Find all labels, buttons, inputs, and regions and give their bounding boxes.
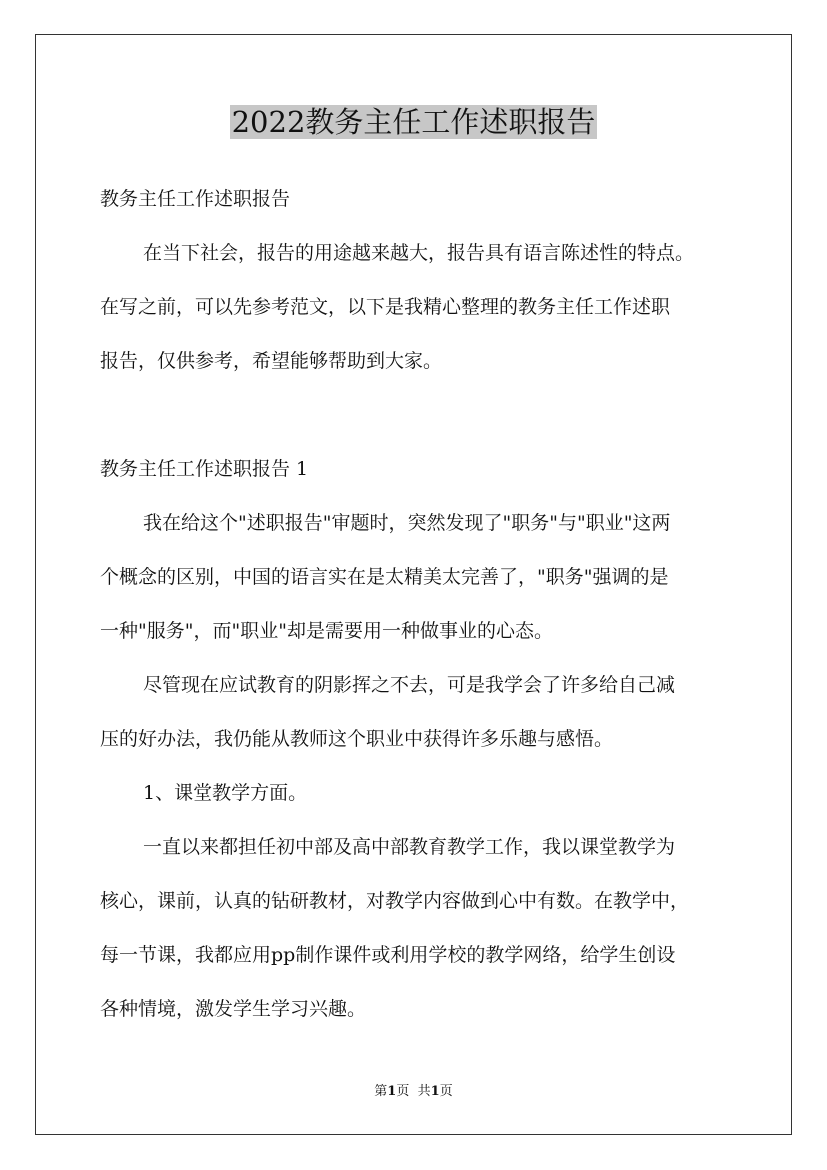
section-heading: 教务主任工作述职报告 1 <box>100 458 309 480</box>
page-unit: 页 <box>396 1084 410 1099</box>
paragraph-line: 每一节课，我都应用pp制作课件或利用学校的教学网络，给学生创设 <box>100 944 676 966</box>
list-item-heading: 1、课堂教学方面。 <box>143 782 308 804</box>
paragraph-line: 个概念的区别，中国的语言实在是太精美太完善了，"职务"强调的是 <box>100 566 669 588</box>
paragraph-line: 一直以来都担任初中部及高中部教育教学工作，我以课堂教学为 <box>143 836 676 858</box>
paragraph-line: 一种"服务"，而"职业"却是需要用一种做事业的心态。 <box>100 620 553 642</box>
paragraph-line: 尽管现在应试教育的阴影挥之不去，可是我学会了许多给自己减 <box>143 674 676 696</box>
total-unit: 页 <box>439 1084 453 1099</box>
intro-line: 报告，仅供参考，希望能够帮助到大家。 <box>100 350 443 372</box>
total-prefix: 共 <box>417 1084 431 1099</box>
document-subtitle: 教务主任工作述职报告 <box>100 188 291 210</box>
document-title-text: 2022教务主任工作述职报告 <box>231 105 596 139</box>
document-title <box>0 101 827 143</box>
paragraph-line: 我在给这个"述职报告"审题时，突然发现了"职务"与"职业"这两 <box>143 512 671 534</box>
page-number: 1 <box>387 1084 397 1099</box>
paragraph-gap <box>100 388 740 442</box>
paragraph-line: 各种情境，激发学生学习兴趣。 <box>100 998 367 1020</box>
page-footer <box>0 1082 827 1102</box>
paragraph-line: 压的好办法，我仍能从教师这个职业中获得许多乐趣与感悟。 <box>100 728 614 750</box>
document-body <box>100 172 740 1036</box>
paragraph-line: 核心，课前，认真的钻研教材，对教学内容做到心中有数。在教学中， <box>100 890 690 912</box>
intro-line: 在当下社会，报告的用途越来越大，报告具有语言陈述性的特点。 <box>143 242 695 264</box>
intro-line: 在写之前，可以先参考范文，以下是我精心整理的教务主任工作述职 <box>100 296 671 318</box>
total-pages: 1 <box>430 1084 440 1099</box>
page-prefix: 第 <box>374 1084 388 1099</box>
